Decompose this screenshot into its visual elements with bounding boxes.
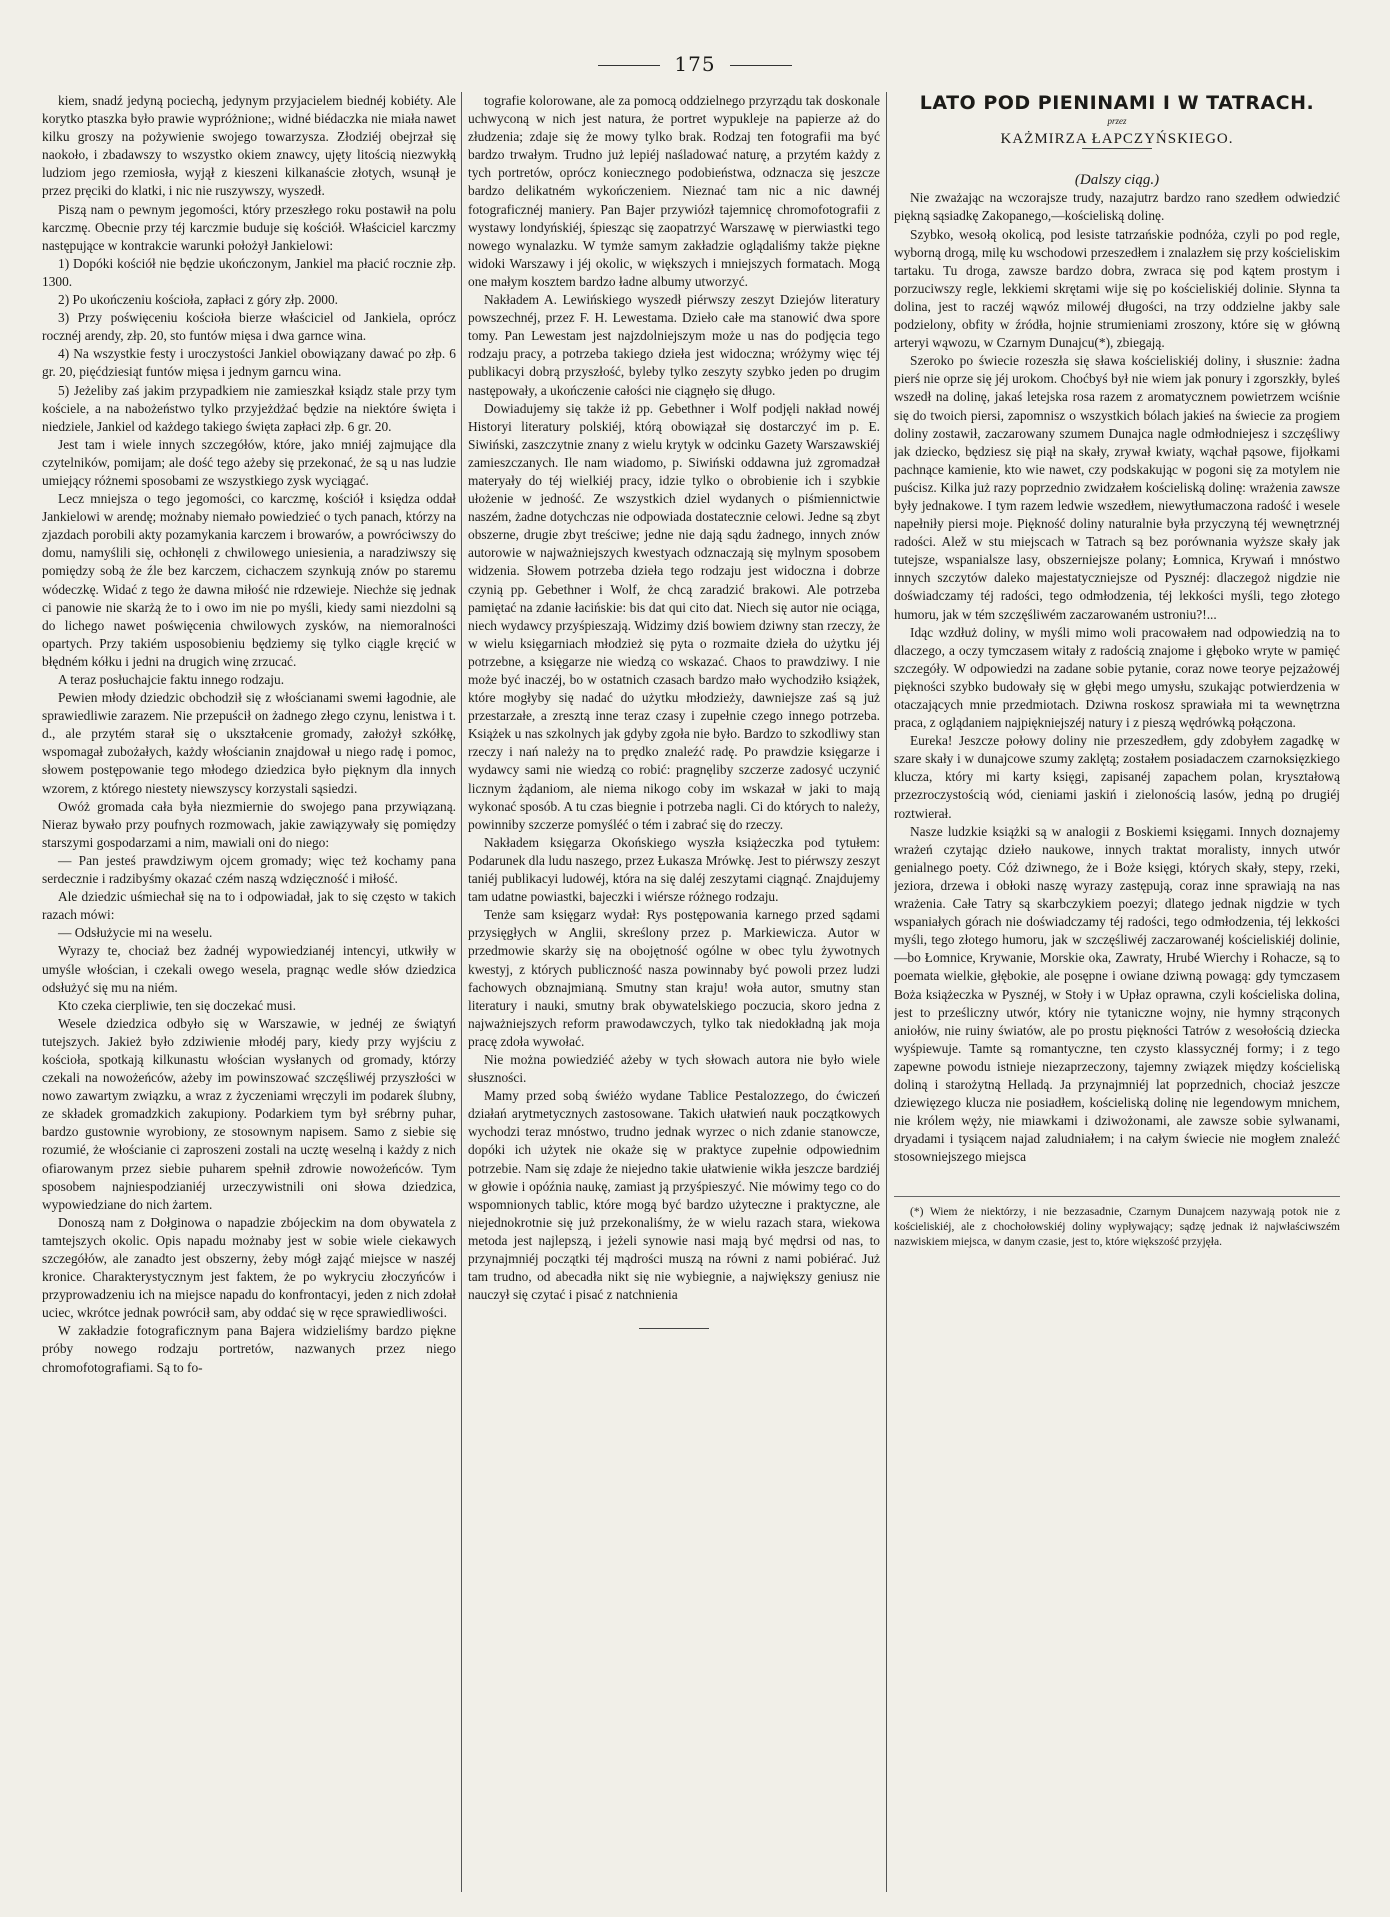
paragraph: — Pan jesteś prawdziwym ojcem gromady; więc też kochamy pana serdecznie i radzibyśmy okazać czém naszą wdzięczność i miłość. (42, 852, 456, 887)
paragraph: Nie zważając na wczorajsze trudy, nazajutrz bardzo rano szedłem odwiedzić piękną sąsiadkę Zakopanego,—kościeliską dolinę. (894, 190, 1340, 224)
column-right (894, 94, 1340, 1894)
paragraph: 1) Dopóki kościół nie będzie ukończonym, Jankiel ma płacić rocznie złp. 1300. (42, 255, 456, 289)
paragraph: Piszą nam o pewnym jegomości, który przeszłego roku postawił na polu karczmę. Obecnie przy téj karczmie buduje się kościół. Właściciel karczmy następujące w kontrakcie warunki położył Jankielowi: (42, 201, 456, 253)
paragraph: 2) Po ukończeniu kościoła, zapłaci z góry złp. 2000. (58, 292, 339, 308)
column-divider (886, 92, 887, 1892)
paragraph: Wesele dziedzica odbyło się w Warszawie, w jednéj ze świątyń tutejszych. Jakież było zdziwienie młodéj pary, kiedy przy wyjściu z kościoła, spotkają kilkunastu włościan wysłanych od gromady, którzy czekali na nowożeńców, ażeby im powinszować szczęśliwéj przyszłości w nowo zawartym związku, a wraz z życzeniami wręczyli im podarek ślubny, ze składek gromadzkich zakupiony. Podarkiem tym był srébrny puhar, bardzo gustownie wyrobiony, ze stosownym napisem. Samo z siebie się rozumié, że włościanie ci zaproszeni zostali na ucztę weselną i każdy z nich ofiarowanym przez siebie puharem spełnił zdrowie nowożeńców. Tym sposobem najniespodzianiéj urzeczywistnili oni słowa dziedzica, wypowiedziane do nich żartem. (42, 1015, 456, 1212)
paragraph: kiem, snadź jedyną pociechą, jedynym przyjacielem biednéj kobiéty. Ale korytko ptaszka było prawie wypróżnione;, widné biédaczka nie miała nawet kilku groszy na pożywienie swojego towarzysza. Złodziéj obejrzał się naokoło, i zbadawszy to wszystko okiem znawcy, ujęty litością niezwykłą ludziom jego rzemiosła, wyjął z kieszeni kilkanaście złotych, wsunął je przez pręciki do klatki, i nic nie ruszywszy, wyszedł. (42, 93, 456, 199)
paragraph: Tenże sam księgarz wydał: Rys postępowania karnego przed sądami przysięgłych w Anglii, skreślony przez p. Markiewicza. Autor w przedmowie skarży się na obojętność ogólne w obec tylu żywotnych kwestyj, z których publiczność nasza powinnaby być powoli przez ludzi fachowych obznajmianą. Smutny stan kraju! woła autor, smutny stan literatury i nauki, smutny brak obywatelskiego poczucia, skoro jedna z najważniejszych reform prawodawczych, tylko tak niedokładną jak moja pracę zdoła wywołać. (468, 907, 880, 1049)
paragraph: Dowiadujemy się także iż pp. Gebethner i Wolf podjęli nakład nowéj Historyi literatury polskiéj, którą obowiązał się dostarczyć im p. E. Siwiński, zaszczytnie znany z wielu krytyk w odcinku Gazety Warszawskiéj zamieszczanych. Ile nam wiadomo, p. Siwiński oddawna już zgromadzał materyały do téj wielkiéj pracy, idzie tylko o obrobienie ich i szybkie ułożenie w jedność. Ze wszystkich dziel wydanych o piśmiennictwie naszém, żadne dotychczas nie odpowiada dostatecznie celowi. Jedne są zbyt obszerne, drugie zbyt treściwe; jedne nie dają sądu żadnego, innych znów autorowie w najważniejszych kwestyach odznaczają się mylnym sposobem widzenia. Słowem potrzeba dzieła tego rodzaju jest widoczna i dobrze czynią pp. Gebethner i Wolf, że chcą zaradzić brakowi. Ale potrzeba pamiętać na zdanie łacińskie: bis dat qui cito dat. Niech się autor nie ociąga, niech wydawcy przyśpieszają. Widzimy dziś bowiem dziwny stan rzeczy, że w wielu księgarniach młodzież się pyta o rozmaite dzieła do użytku jéj potrzebne, a księgarze nie wiedzą co wskazać. Chaos to prawdziwy. I nie może być inaczéj, bo w ostatnich czasach bardzo mało wychodziło książek, które mogłyby się nadać do użytku młodzieży, dawniejsze zaś są już przestarzałe, a zresztą inne teraz czasy i zupełnie czego innego potrzeba. Książek u nas szkolnych jak gdyby zgoła nie było. Bardzo to szkodliwy stan rzeczy i nań należy na to prędko znaleźć radę. Po prawdzie księgarze i wydawcy sami nie wiedzą co robić: pragnęliby szczerze zadosyć uczynić licznym żądaniom, ale niema nikogo coby im wskazał w jaki to mają wykonać sposób. A tu czas biegnie i potrzeba nagli. Ci do których to należy, powinniby szczerze pomyśléć o tém i zabrać się do rzeczy. (468, 400, 880, 832)
paragraph: Nie można powiedziéć ażeby w tych słowach autora nie było wiele słuszności. (468, 1051, 880, 1086)
paragraph: Pewien młody dziedzic obchodził się z włościanami swemi łagodnie, ale sprawiedliwie zarazem. Nie przepuścił on żadnego złego czynu, lenistwa i t. d., ale przytém starał się o ukształcenie gromady, założył szkółkę, wspomagał zubożałych, każdy włościanin znajdował u niego radę i pomoc, słowem postępowanie tego młodego dziedzica było pięknym dla innych wzorem, z którego niestety niewszyscy korzystali sąsiedzi. (42, 690, 456, 796)
paragraph: 4) Na wszystkie festy i uroczystości Jankiel obowiązany dawać po złp. 6 gr. 20, pięćdziesiąt funtów mięsa i jednym garncu wina. (42, 346, 456, 380)
paragraph: Kto czeka cierpliwie, ten się doczekać musi. (58, 997, 296, 1013)
paragraph: Szybko, wesołą okolicą, pod lesiste tatrzańskie podnóża, czyli po pod regle, wyborną drogą, milę ku wschodowi przeszedłem i znalazłem się przy kościeliskim tartaku. Tu droga, zawsze bardzo dobra, zwraca się pod kątem prostym i porzuciwszy regle, lekkiemi skrętami wije się po kościeliskiéj dolinie. Słynna ta dolina, jest to raczéj wąwóz milowéj długości, na trzy oddzielne jakby sale podzielony, obfity w źródła, hojnie strumieniami zroszony, które się w główną arteryi wąwozu, w Czarnym Dunajcu(*), zbiegają. (894, 226, 1340, 351)
paragraph: Nasze ludzkie książki są w analogii z Boskiemi księgami. Innych doznajemy wrażeń czytając dzieło naukowe, innych traktat moralisty, innych utwór genialnego poety. Cóż dziwnego, że i Boże księgi, których skały, stepy, rzeki, jeziora, drzewa i obłoki naszę wyrazy zastępują, coraz inne sprawiają na nas wrażenia. Całe Tatry są skarbczykiem poezyi; dlatego jednak nigdzie w tych wspaniałych górach nie doświadczamy téj radości, tego odmłodzenia, téj lekkości myśli, tego złotego humoru, jak w szczęśliwéj zaczarowanéj kościeliskiéj dolinie,—bo Łomnice, Krywanie, Morskie oka, Zawraty, Hrubé Wierchy i Rohacze, są to poemata wielkie, głębokie, ale posępne i owiane dziwną powagą: gdy tymczasem Boża książeczka w Pysznéj, w Stoły i w Upłaz oprawna, czyli kościeliska dolina, jest to prześliczny utwór, który nie tytaniczne wojny, nie hymny strąconych aniołów, nie ruiny światów, ale po prostu piękności Tatrów z wesołością dziecka wyśpiewuje. Tamte są romantyczne, ten czysto klassycznéj formy; i z tego zapewne powodu istnieje niezaprzeczony, tajemny związek między kościeliską doliną i starożytną Helladą. Ja przynajmniéj lat poprzednich, chociaż jeszcze dziewięzego klucza nie posiadłem, kościeliską dolinę nie legendowym mnichem, nie królem węży, nie miawkami i dziwożonami, ale zawsze sobie sylwanami, dryadami i tysiącem najad zaludniałem; i na całym świecie nie mogłem znaleźć stosowniejszego miejsca (894, 823, 1340, 1165)
paragraph: Szeroko po świecie rozeszła się sława kościeliskiéj doliny, i słusznie: żadna pierś nie oprze się jéj urokom. Choćbyś był nie wiem jak ponury i zgorszkły, byleś wszedł na dolinę, jakaś letejska rosa razem z aromatycznem powietrzem wciśnie się do twoich piersi, zapomnisz o wszystkich bólach jakieś na świecie za progiem doliny zostawił, zaczarowany szumem Dunajca nagle odmłodniejesz i szczęśliwy jak dziecko, będziesz się piął na skały, zrywał kwiaty, wąchał pąsowe, fijołkami pachnące kamienie, kto wie nawet, czy podskakując w pogoni się za motylem nie puścisz. Kilka już razy poprzednio zwidzałem kościeliską dolinę: wrażenia zawsze były jednakowe. I tym razem ledwie wszedłem, niewytłumaczona radość i wesele napełniły piersi moje. Piękność doliny naturalnie była przyczyną téj wewnętrznéj radości. Alež w stu miejscach w Tatrach są bez porównania wyższe skały jak tutejsze, wspanialsze lasy, obszerniejsze polany; Łomnica, Krywań i mnóstwo innych szczytów daleko majestatyczniejsze od Pysznéj: dlaczegoż nigdzie nie doświadczamy téj radości, tego odmłodzenia, téj lekkości myśli, tego złotego humoru, jak w tém szczęśliwém zaczarowaném ustroniu?!... (894, 353, 1340, 622)
paragraph: Jest tam i wiele innych szczegółów, które, jako mniéj zajmujące dla czytelników, pomijam; ale dość tego ażeby się przekonać, że są u nas ludzie umiejący różnemi sposobami ze wszystkiego zysk wyciągać. (42, 436, 456, 488)
paragraph: Lecz mniejsza o tego jegomości, co karczmę, kościół i księdza oddał Jankielowi w arendę; możnaby niemało powiedzieć o tych panach, którzy na zjazdach porobili akty pozamykania karczem i browarów, a powróciwszy do domu, namyślili się, ochłonęli z chwilowego uniesienia, a naradziwszy się pomiędzy sobą że źle bez karczem, cichaczem szynkują znów po staremu wódeczkę. Widać z tego że dawna miłość nie rdzewieje. Niechże się jednak ci panowie nie skarżą że to i owo im nie po myśli, kiedy sami niezdolni są do lichego nawet poświęcenia chwilowych zysków, na niemoralności opartych. Przy takiém usposobieniu będziemy się tylko ciągle kręcić w błędném kółku i jedni na drugich winę zrzucać. (42, 491, 456, 669)
article-title: LATO POD PIENINAMI I W TATRACH. (919, 94, 1315, 114)
paragraph: W zakładzie fotograficznym pana Bajera widzieliśmy bardzo piękne próby nowego rodzaju portretów, nazwanych przez niego chromofotografiami. Są to fo- (42, 1323, 456, 1375)
page-number (0, 52, 1390, 76)
column-divider (461, 92, 462, 1892)
page-number-text: 175 (674, 52, 716, 76)
paragraph: Nakładem księgarza Okońskiego wyszła książeczka pod tytułem: Podarunek dla ludu naszego, przez Łukasza Mrówkę. Jest to piérwszy zeszyt taniéj publikacyi ludowéj, która na się daléj zeszytami ciągnąć. Znajdujemy tam udatne powiastki, bajeczki i wiérsze różnego rodzaju. (468, 834, 880, 905)
paragraph: — Odsłużycie mi na weselu. (58, 925, 213, 941)
paragraph: Wyrazy te, chociaż bez żadnéj wypowiedzianéj intencyi, utkwiły w umyśle włościan, i czekali owego wesela, pragnąc wedle słów dziedzica odsłużyć się mu na niém. (42, 943, 456, 995)
footnote (894, 1196, 1340, 1250)
paragraph: Ale dziedzic uśmiechał się na to i odpowiadał, jak to się często w takich razach mówi: (42, 889, 456, 923)
paragraph: Idąc wzdłuż doliny, w myśli mimo woli pracowałem nad odpowiedzią na to dlaczego, a oczy tymczasem witały z radością znajome i głęboko wryte w pamięć szczegóły. W odpowiedzi na zadane sobie pytanie, coraz nowe teorye pejzażowéj piękności szybko budowały się w głębi mego umysłu, szukając potwierdzenia w otaczających mnie przedmiotach. Dziwna roskosz sprawiała mi ta wewnętrzna praca, z oglądaniem najpiękniejszéj natury i z pieszą wędrówką połączona. (894, 624, 1340, 731)
paragraph: A teraz posłuchajcie faktu innego rodzaju. (58, 672, 285, 687)
paragraph: 5) Jeżeliby zaś jakim przypadkiem nie zamieszkał ksiądz stale przy tym kościele, a na nabożeństwo tylko przyjeżdżać będzie na niektóre święta i niedziele, Jankiel od każdego takiego święta zapłaci złp. 6 gr. 20. (42, 382, 456, 434)
column-middle (468, 92, 880, 1892)
paragraph: Nakładem A. Lewińskiego wyszedł piérwszy zeszyt Dziejów literatury powszechnéj, przez F. H. Lewestama. Dzieło całe ma stanowić dwa spore tomy. Pan Lewestam jest najzdolniejszym może u nas do podjęcia tego rodzaju pracy, a potrzeba takiego dzieła jest widoczna; wróżymy więc téj publikacyi dobrą przyszłość, byleby tylko zeszyty szybko jeden po drugim następowały, a ukończenie całości nie ciągnęło się długo. (468, 292, 880, 398)
folio-rule-left (598, 65, 660, 66)
column-left (42, 92, 456, 1892)
article-continued: (Dalszy ciąg.) (1074, 172, 1160, 189)
paragraph: Owóż gromada cała była niezmiernie do swojego pana przywiązaną. Nieraz bywało przy poufnych rozmowach, jakie zawiązywały się pomiędzy starszymi gospodarzami a nim, mawiali oni do niego: (42, 798, 456, 850)
footnote-text: (*) Wiem że niektórzy, i nie bezzasadnie, Czarnym Dunajcem nazywają potok nie z kościeliskiéj, ale z chochołowskiéj doliny wypływający; sądzę jednak iż najwłaściwszém nazwiskiem miejsca, w danym czasie, jest to, które większość przyjęła. (894, 1206, 1340, 1249)
paragraph: Mamy przed sobą świéżo wydane Tablice Pestalozzego, do ćwiczeń działań arytmetycznych zastosowane. Takich ułatwień nauk początkowych wychodzi teraz mnóstwo, trudno jednak wyrzec o nich zdanie stanowcze, dopóki ich użytek nie okaże się w praktyce zupełnie odpowiednim potrzebie. Nam się zdaje że niejedno takie ułatwienie wikła jeszcze bardziéj w głowie i opóźnia naukę, zamiast ją przyśpieszyć. Nie mówimy tego co do wspomnionych tablic, które mogą być bardzo użyteczne i praktyczne, ale niejednokrotnie się już przekonaliśmy, że w wielu razach stara, wiekowa metoda jest najlepszą, i jeżeli synowie nasi mają być mędrsi od nas, to przynajmniéj początki téj mądrości muszą na równi z nami pobiérać. Już tam trudno, od abecadła nikt się nie wybiegnie, a największy geniusz nie nauczył się czytać i pisać z natchnienia (468, 1088, 880, 1303)
paragraph: tografie kolorowane, ale za pomocą oddzielnego przyrządu tak doskonale uchwyconą w nich jest natura, że portret wypukleje na papierze aż do złudzenia; zdaje się że mowy tylko brak. Rodzaj ten fotografii ma być bardzo trwałym. Trudno już lepiéj naśladować naturę, a przytém każdy z tych portretów, oprócz koniecznego podobieństwa, odznacza się jeszcze bardzo delikatném wykończeniem. Nieznać tam nic a nic dawnéj fotograficznéj maniery. Pan Bajer przywiózł tajemnicę chromofotografii z wystawy londyńskiéj, śpiesząc się zaopatrzyć Warszawę w pierwiastki tego nowego wynalazku. W tymże samym zakładzie oglądaliśmy także piękne widoki Warszawy i jéj okolic, w większych i mniejszych formatach. Mogą one małym kosztem bardzo ładne albumy utworzyć. (468, 93, 880, 289)
title-rule (1082, 148, 1152, 149)
paragraph: Donoszą nam z Dołginowa o napadzie zbójeckim na dom obywatela z tamtejszych okolic. Opis napadu możnaby jest w sobie wiele ciekawych szczegółów, ale zanadto jest obszerny, żeby mógł zająć miejsce w naszéj kronice. Charakterystycznym jest faktem, że po wykryciu złoczyńców i przyprowadzeniu ich na miejsce napadu do konfrontacyi, jeden z nich zdołał uciec, wkrótce jednak powrócił sam, aby oddać się w ręce sprawiedliwości. (42, 1214, 456, 1321)
folio-rule-right (730, 65, 792, 66)
paragraph: Eureka! Jeszcze połowy doliny nie przeszedłem, gdy zdobyłem zagadkę w szare skały i w dunajcowe szumy zaklętą; zostałem posiadaczem czarnoksięzkiego klucza, który mi karty księgi, zapisanéj zapachem polan, kryształową przezroczystością wód, cieniami jaskiń i zielonością lasów, jedną po drugiéj roztwierał. (894, 733, 1340, 821)
article-byline: przez (1107, 116, 1127, 127)
paragraph: 3) Przy poświęceniu kościoła bierze właściciel od Jankiela, oprócz rocznéj arendy, złp. 20, sto funtów mięsa i dwa garnce wina. (42, 310, 456, 344)
article-author: KAŻMIRZA ŁAPCZYŃSKIEGO. (1000, 131, 1234, 148)
section-end-rule (639, 1328, 709, 1329)
